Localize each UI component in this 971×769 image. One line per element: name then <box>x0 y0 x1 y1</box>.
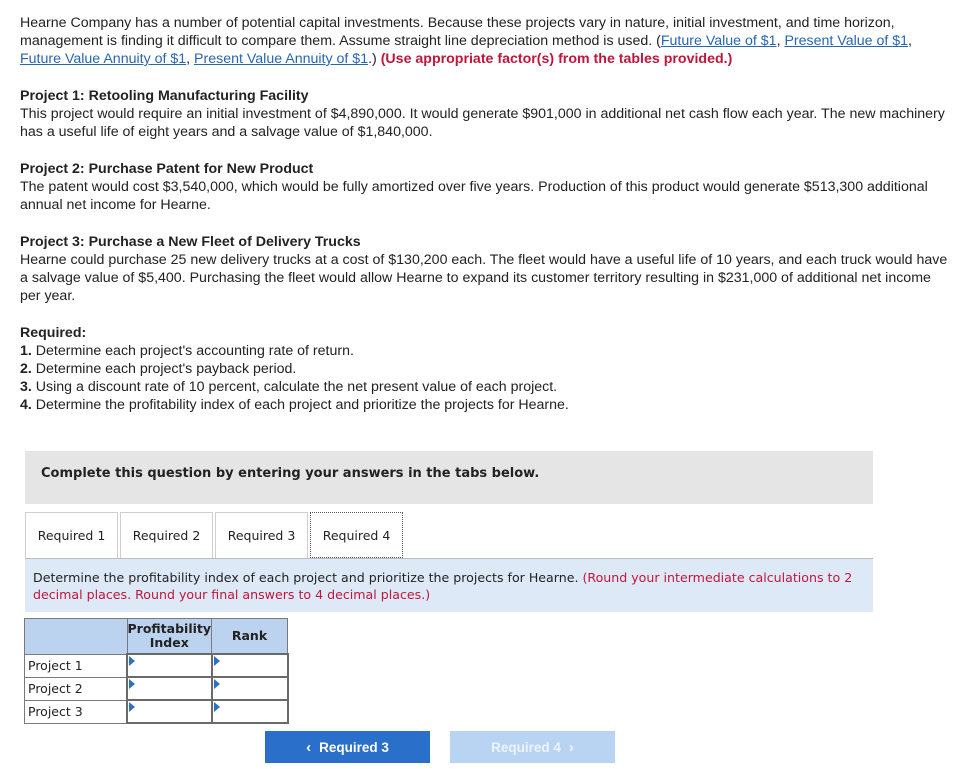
input-marker-icon <box>214 679 220 689</box>
table-row <box>25 654 288 677</box>
project-title: Project 1: Retooling Manufacturing Facility <box>20 88 309 104</box>
row-label: Project 1 <box>25 654 128 677</box>
next-button-label: Required 4 <box>491 739 561 755</box>
rank-cell[interactable] <box>212 700 288 723</box>
required-item: 2. Determine each project's payback period. <box>20 361 297 377</box>
tab-required-1[interactable]: Required 1 <box>25 512 118 558</box>
row-label: Project 2 <box>25 677 128 700</box>
tables-instruction: (Use appropriate factor(s) from the tables provided.) <box>380 51 733 67</box>
header-profitability-index: Profitability Index <box>127 619 212 655</box>
table-row <box>25 677 288 700</box>
chevron-right-icon: › <box>568 738 574 756</box>
header-rank: Rank <box>212 619 288 655</box>
rank-cell[interactable] <box>212 654 288 677</box>
table-header-row <box>25 619 288 655</box>
tab-required-3[interactable]: Required 3 <box>215 512 308 558</box>
complete-question-banner <box>25 451 873 504</box>
profitability-index-table <box>24 618 289 724</box>
profitability-index-cell[interactable] <box>127 677 212 700</box>
link-present-value[interactable]: Present Value of $1 <box>784 33 909 49</box>
input-marker-icon <box>214 702 220 712</box>
project-3-profitability-index-input[interactable] <box>128 702 211 722</box>
instruction-panel <box>25 559 873 612</box>
required-section <box>20 324 950 414</box>
project-2-rank-input[interactable] <box>213 679 287 699</box>
link-future-value[interactable]: Future Value of $1 <box>660 33 777 49</box>
chevron-left-icon: ‹ <box>306 738 312 756</box>
complete-question-text: Complete this question by entering your answers in the tabs below. <box>41 466 540 481</box>
profitability-index-cell[interactable] <box>127 654 212 677</box>
link-present-value-annuity[interactable]: Present Value Annuity of $1 <box>194 51 369 67</box>
table-row <box>25 700 288 723</box>
profitability-index-cell[interactable] <box>127 700 212 723</box>
prev-button-label: Required 3 <box>319 739 389 755</box>
instruction-text: Determine the profitability index of each project and prioritize the projects for Hearne. (Round your intermediate calculations to 2 decimal places. Round your final answers to 4 decimal places.) <box>33 570 853 602</box>
intro-paragraph: Hearne Company has a number of potential capital investments. Because these projects vary in nature, initial investment, and time horizon, management is finding it difficult to compare them. Assume straight line depreciation method is used. (Future Value of $1, Present Value of $1, Future Value Annuity of $1, Present Value Annuity of $1.) (Use appropriate factor(s) from the tables provided.) <box>20 15 912 67</box>
project-1-profitability-index-input[interactable] <box>128 656 211 676</box>
required-item: 3. Using a discount rate of 10 percent, calculate the net present value of each project. <box>20 379 558 395</box>
required-title: Required: <box>20 325 87 341</box>
project-1-rank-input[interactable] <box>213 656 287 676</box>
required-list <box>20 342 950 414</box>
input-marker-icon <box>214 656 220 666</box>
row-label: Project 3 <box>25 700 128 723</box>
project-title: Project 3: Purchase a New Fleet of Delivery Trucks <box>20 234 361 250</box>
next-required-4-button <box>450 731 615 763</box>
input-marker-icon <box>129 679 135 689</box>
project-3-rank-input[interactable] <box>213 702 287 722</box>
tab-required-2[interactable]: Required 2 <box>120 512 213 558</box>
project-3-description <box>20 233 950 305</box>
intro-text: Hearne Company has a number of potential capital investments. Because these projects vary in nature, initial investment, and time horizon, management is finding it difficult to compare them. Assume straight line depreciation method is used. ( <box>20 15 895 49</box>
project-body: The patent would cost $3,540,000, which would be fully amortized over five years. Production of this product would generate $513,300 additional annual net income for Hearne. <box>20 179 928 213</box>
project-title: Project 2: Purchase Patent for New Product <box>20 161 314 177</box>
input-marker-icon <box>129 656 135 666</box>
header-corner <box>25 619 128 655</box>
problem-statement <box>20 14 950 414</box>
rank-cell[interactable] <box>212 677 288 700</box>
project-1-description <box>20 87 950 141</box>
input-marker-icon <box>129 702 135 712</box>
project-2-profitability-index-input[interactable] <box>128 679 211 699</box>
rounding-note: (Round your intermediate calculations to 2 decimal places. Round your final answers to 4 decimal places.) <box>33 570 853 602</box>
required-item: 4. Determine the profitability index of each project and prioritize the projects for Hearne. <box>20 397 569 413</box>
project-body: Hearne could purchase 25 new delivery trucks at a cost of $130,200 each. The fleet would have a useful life of 10 years, and each truck would have a salvage value of $5,400. Purchasing the fleet would allow Hearne to expand its customer territory resulting in $231,000 of additional net income per year. <box>20 252 948 304</box>
required-item: 1. Determine each project's accounting rate of return. <box>20 343 354 359</box>
project-body: This project would require an initial investment of $4,890,000. It would generate $901,000 in additional net cash flow each year. The new machinery has a useful life of eight years and a salvage value of $1,840,000. <box>20 106 945 140</box>
link-future-value-annuity[interactable]: Future Value Annuity of $1 <box>20 51 187 67</box>
project-2-description <box>20 160 950 214</box>
prev-required-3-button[interactable] <box>265 731 430 763</box>
tab-required-4[interactable]: Required 4 <box>310 512 403 558</box>
